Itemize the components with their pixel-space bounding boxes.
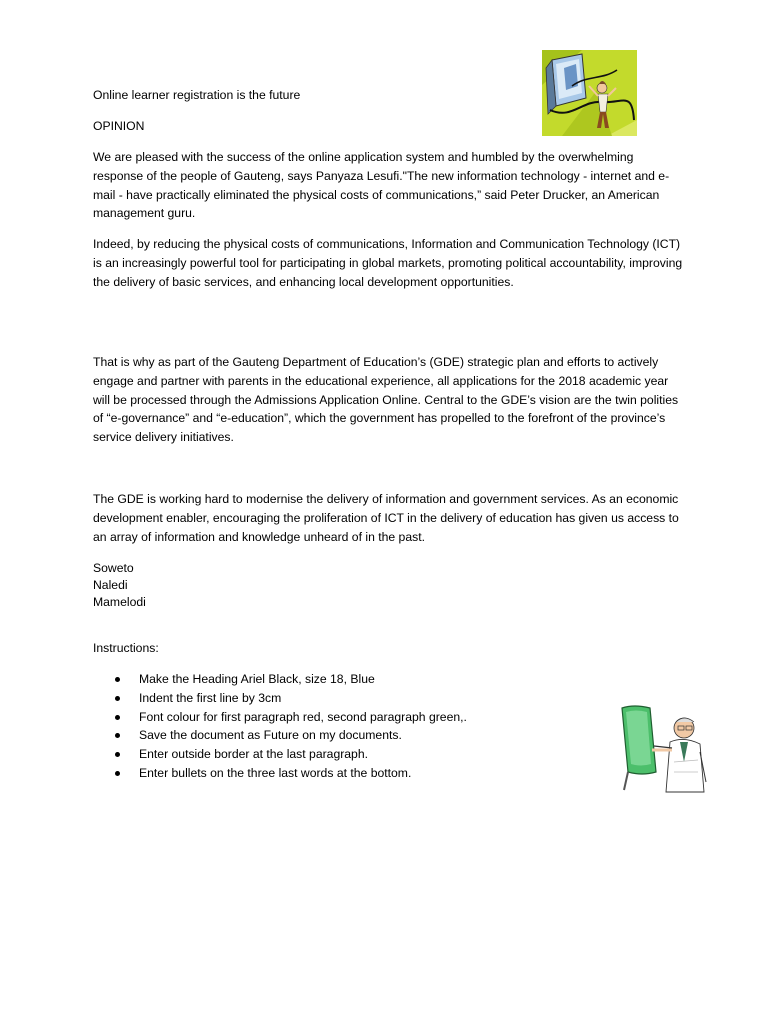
paragraph-1: We are pleased with the success of the online application system and humbled by the overwhelming response of the people of Gauteng, says Panyaza Lesufi."The new information technology - internet and e-mail - have practically eliminated the physical costs of communications,” said Peter Drucker, an American management guru.: [93, 150, 670, 221]
instruction-item: Enter bullets on the three last words at the bottom.: [93, 764, 613, 783]
paragraph-3: That is why as part of the Gauteng Department of Education’s (GDE) strategic plan and efforts to actively engage and partner with parents in the educational experience, all applications for the 2018 academic year will be processed through the Admissions Application Online. Central to the GDE’s vision are the twin polities of “e-governance” and “e-education”, which the government has propelled to the forefront of the province’s service delivery initiatives.: [93, 355, 679, 445]
instruction-item: Indent the first line by 3cm: [93, 689, 613, 708]
bullet-icon: [115, 771, 120, 776]
paragraph-4: The GDE is working hard to modernise the delivery of information and government services. As an economic development enabler, encouraging the proliferation of ICT in the delivery of education has given us access to an array of information and knowledge unheard of in the past.: [93, 492, 679, 544]
presenter-clipart: [614, 702, 710, 798]
bullet-icon: [115, 733, 120, 738]
bullet-icon: [115, 677, 120, 682]
instructions-list: [93, 670, 613, 783]
bullet-icon: [115, 696, 120, 701]
bullet-icon: [115, 752, 120, 757]
instruction-item: Font colour for first paragraph red, second paragraph green,.: [93, 708, 613, 727]
bullet-icon: [115, 715, 120, 720]
place-list: [93, 560, 683, 611]
section-label: OPINION: [93, 119, 145, 133]
document-title: Online learner registration is the future: [93, 88, 301, 102]
paragraph-2: Indeed, by reducing the physical costs of communications, Information and Communication Technology (ICT) is an increasingly powerful tool for participating in global markets, promoting political accountability, improving the delivery of basic services, and enhancing local development opportunities.: [93, 237, 683, 289]
place-item: Mamelodi: [93, 595, 146, 609]
instructions-heading: Instructions:: [93, 641, 159, 655]
place-item: Naledi: [93, 578, 128, 592]
instruction-item: Make the Heading Ariel Black, size 18, Blue: [93, 670, 613, 689]
instruction-item: Enter outside border at the last paragraph.: [93, 745, 613, 764]
instruction-item: Save the document as Future on my documents.: [93, 726, 613, 745]
computer-user-clipart: [542, 50, 637, 136]
place-item: Soweto: [93, 561, 134, 575]
